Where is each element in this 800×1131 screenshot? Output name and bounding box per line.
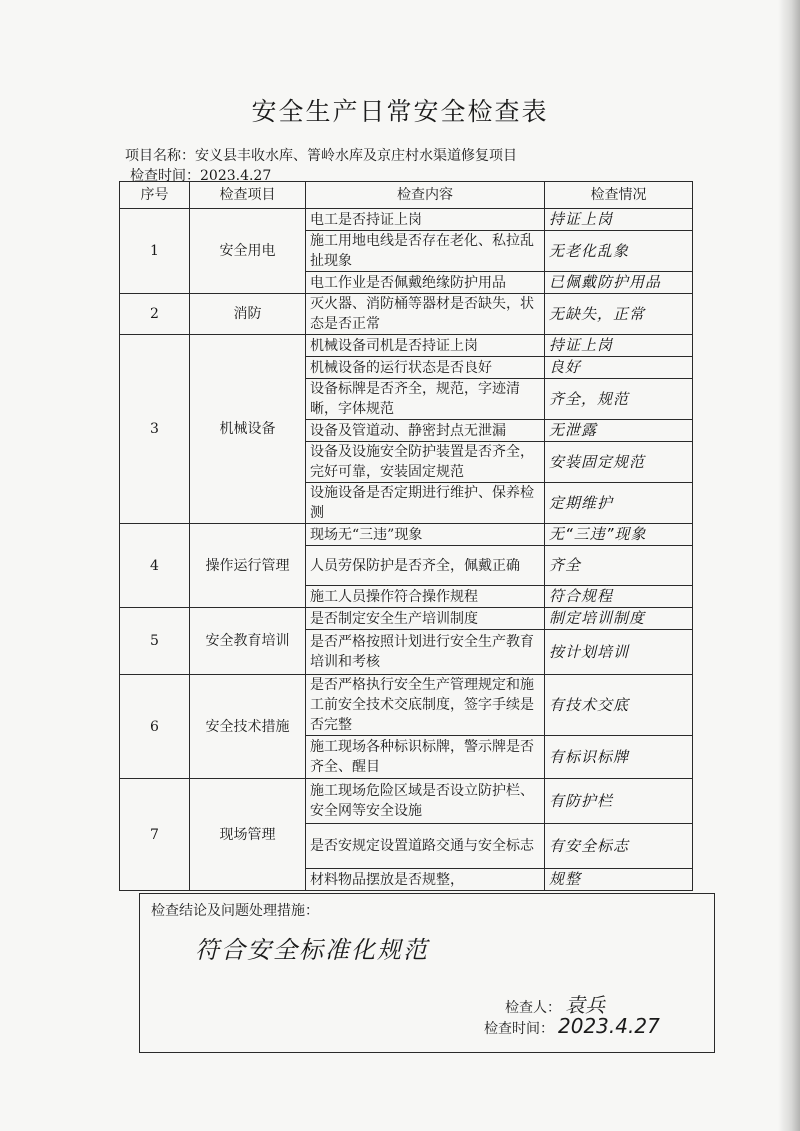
cell-content: 施工人员操作符合操作规程 xyxy=(306,586,545,608)
table-row xyxy=(120,294,693,335)
header-item: 检查项目 xyxy=(190,182,306,209)
table-row xyxy=(120,608,693,630)
cell-item: 消防 xyxy=(190,294,306,335)
cell-result xyxy=(545,209,693,231)
cell-seq: 2 xyxy=(120,294,190,335)
cell-item: 操作运行管理 xyxy=(190,524,306,608)
cell-item: 现场管理 xyxy=(190,779,306,891)
header-seq: 序号 xyxy=(120,182,190,209)
cell-content: 电工作业是否佩戴绝缘防护用品 xyxy=(306,272,545,294)
cell-result xyxy=(545,442,693,483)
cell-result-handwriting: 定期维护 xyxy=(549,493,614,512)
cell-content: 机械设备司机是否持证上岗 xyxy=(306,335,545,357)
cell-result-handwriting: 规整 xyxy=(549,870,582,888)
cell-result-handwriting: 安装固定规范 xyxy=(549,452,646,471)
cell-result xyxy=(545,483,693,524)
cell-result xyxy=(545,335,693,357)
cell-result-handwriting: 齐全 xyxy=(549,556,582,574)
document-title: 安全生产日常安全检查表 xyxy=(251,97,549,126)
cell-content: 是否严格执行安全生产管理规定和施工前安全技术交底制度，签字手续是否完整 xyxy=(306,675,545,736)
table-header-row xyxy=(120,182,693,209)
sign-date-label: 检查时间： xyxy=(484,1021,554,1037)
cell-result-handwriting: 无“三违”现象 xyxy=(549,525,647,543)
cell-content: 施工现场各种标识标牌，警示牌是否齐全、醒目 xyxy=(306,736,545,779)
cell-seq: 6 xyxy=(120,675,190,779)
cell-result-handwriting: 有防护栏 xyxy=(549,791,614,810)
table-body xyxy=(120,209,693,891)
cell-seq: 7 xyxy=(120,779,190,891)
cell-result-handwriting: 有标识标牌 xyxy=(549,747,630,766)
cell-result xyxy=(545,630,693,675)
cell-result xyxy=(545,231,693,272)
cell-result xyxy=(545,675,693,736)
cell-item: 安全技术措施 xyxy=(190,675,306,779)
cell-content: 施工用地电线是否存在老化、私拉乱扯现象 xyxy=(306,231,545,272)
cell-result-handwriting: 无老化乱象 xyxy=(549,241,630,260)
conclusion-label: 检查结论及问题处理措施： xyxy=(151,903,319,919)
table-row xyxy=(120,779,693,824)
cell-content: 设备及管道动、静密封点无泄漏 xyxy=(306,420,545,442)
cell-content: 电工是否持证上岗 xyxy=(306,209,545,231)
cell-result xyxy=(545,294,693,335)
cell-result xyxy=(545,272,693,294)
inspector-signature: 袁兵 xyxy=(565,993,605,1017)
cell-result xyxy=(545,869,693,891)
cell-result-handwriting: 齐全，规范 xyxy=(549,389,630,408)
header-result: 检查情况 xyxy=(545,182,693,209)
cell-content: 现场无“三违”现象 xyxy=(306,524,545,546)
cell-result-handwriting: 符合规程 xyxy=(549,587,614,605)
cell-result-handwriting: 无泄露 xyxy=(549,421,598,439)
inspection-date: 检查时间：2023.4.27 xyxy=(130,168,272,184)
cell-result xyxy=(545,608,693,630)
cell-content: 是否制定安全生产培训制度 xyxy=(306,608,545,630)
cell-result-handwriting: 按计划培训 xyxy=(549,642,630,661)
cell-result xyxy=(545,379,693,420)
cell-seq: 1 xyxy=(120,209,190,294)
cell-result-handwriting: 制定培训制度 xyxy=(549,609,646,627)
cell-result-handwriting: 持证上岗 xyxy=(549,210,614,228)
cell-content: 是否安规定设置道路交通与安全标志 xyxy=(306,824,545,869)
cell-result xyxy=(545,736,693,779)
cell-result xyxy=(545,420,693,442)
cell-result-handwriting: 有技术交底 xyxy=(549,695,630,714)
cell-content: 是否严格按照计划进行安全生产教育培训和考核 xyxy=(306,630,545,675)
table-row xyxy=(120,675,693,736)
cell-item: 安全教育培训 xyxy=(190,608,306,675)
cell-content: 材料物品摆放是否规整， xyxy=(306,869,545,891)
cell-result xyxy=(545,546,693,586)
sign-date-handwriting: 2023.4.27 xyxy=(558,1014,660,1038)
inspector-label: 检查人： xyxy=(505,1000,561,1016)
table-row xyxy=(120,335,693,357)
cell-content: 设备标牌是否齐全，规范，字迹清晰，字体规范 xyxy=(306,379,545,420)
cell-result-handwriting: 已佩戴防护用品 xyxy=(549,273,662,291)
inspection-table xyxy=(119,181,693,891)
cell-content: 设施设备是否定期进行维护、保养检测 xyxy=(306,483,545,524)
cell-result xyxy=(545,586,693,608)
scan-edge-shadow xyxy=(778,0,800,1131)
cell-result xyxy=(545,824,693,869)
table-row xyxy=(120,524,693,546)
cell-result-handwriting: 持证上岗 xyxy=(549,336,614,354)
cell-seq: 3 xyxy=(120,335,190,524)
project-name: 项目名称：安义县丰收水库、箐岭水库及京庄村水渠道修复项目 xyxy=(125,148,517,164)
cell-seq: 4 xyxy=(120,524,190,608)
cell-content: 设备及设施安全防护装置是否齐全，完好可靠，安装固定规范 xyxy=(306,442,545,483)
sign-date-row xyxy=(484,1014,660,1038)
cell-result xyxy=(545,524,693,546)
cell-item: 安全用电 xyxy=(190,209,306,294)
cell-result xyxy=(545,357,693,379)
header-content: 检查内容 xyxy=(306,182,545,209)
table-row xyxy=(120,209,693,231)
cell-content: 灭火器、消防桶等器材是否缺失，状态是否正常 xyxy=(306,294,545,335)
cell-result-handwriting: 无缺失，正常 xyxy=(549,304,646,323)
cell-result-handwriting: 有安全标志 xyxy=(549,836,630,855)
cell-result xyxy=(545,779,693,824)
cell-result-handwriting: 良好 xyxy=(549,358,582,376)
cell-seq: 5 xyxy=(120,608,190,675)
cell-item: 机械设备 xyxy=(190,335,306,524)
cell-content: 人员劳保防护是否齐全，佩戴正确 xyxy=(306,546,545,586)
cell-content: 机械设备的运行状态是否良好 xyxy=(306,357,545,379)
conclusion-handwriting: 符合安全标准化规范 xyxy=(195,936,429,964)
cell-content: 施工现场危险区域是否设立防护栏、安全网等安全设施 xyxy=(306,779,545,824)
